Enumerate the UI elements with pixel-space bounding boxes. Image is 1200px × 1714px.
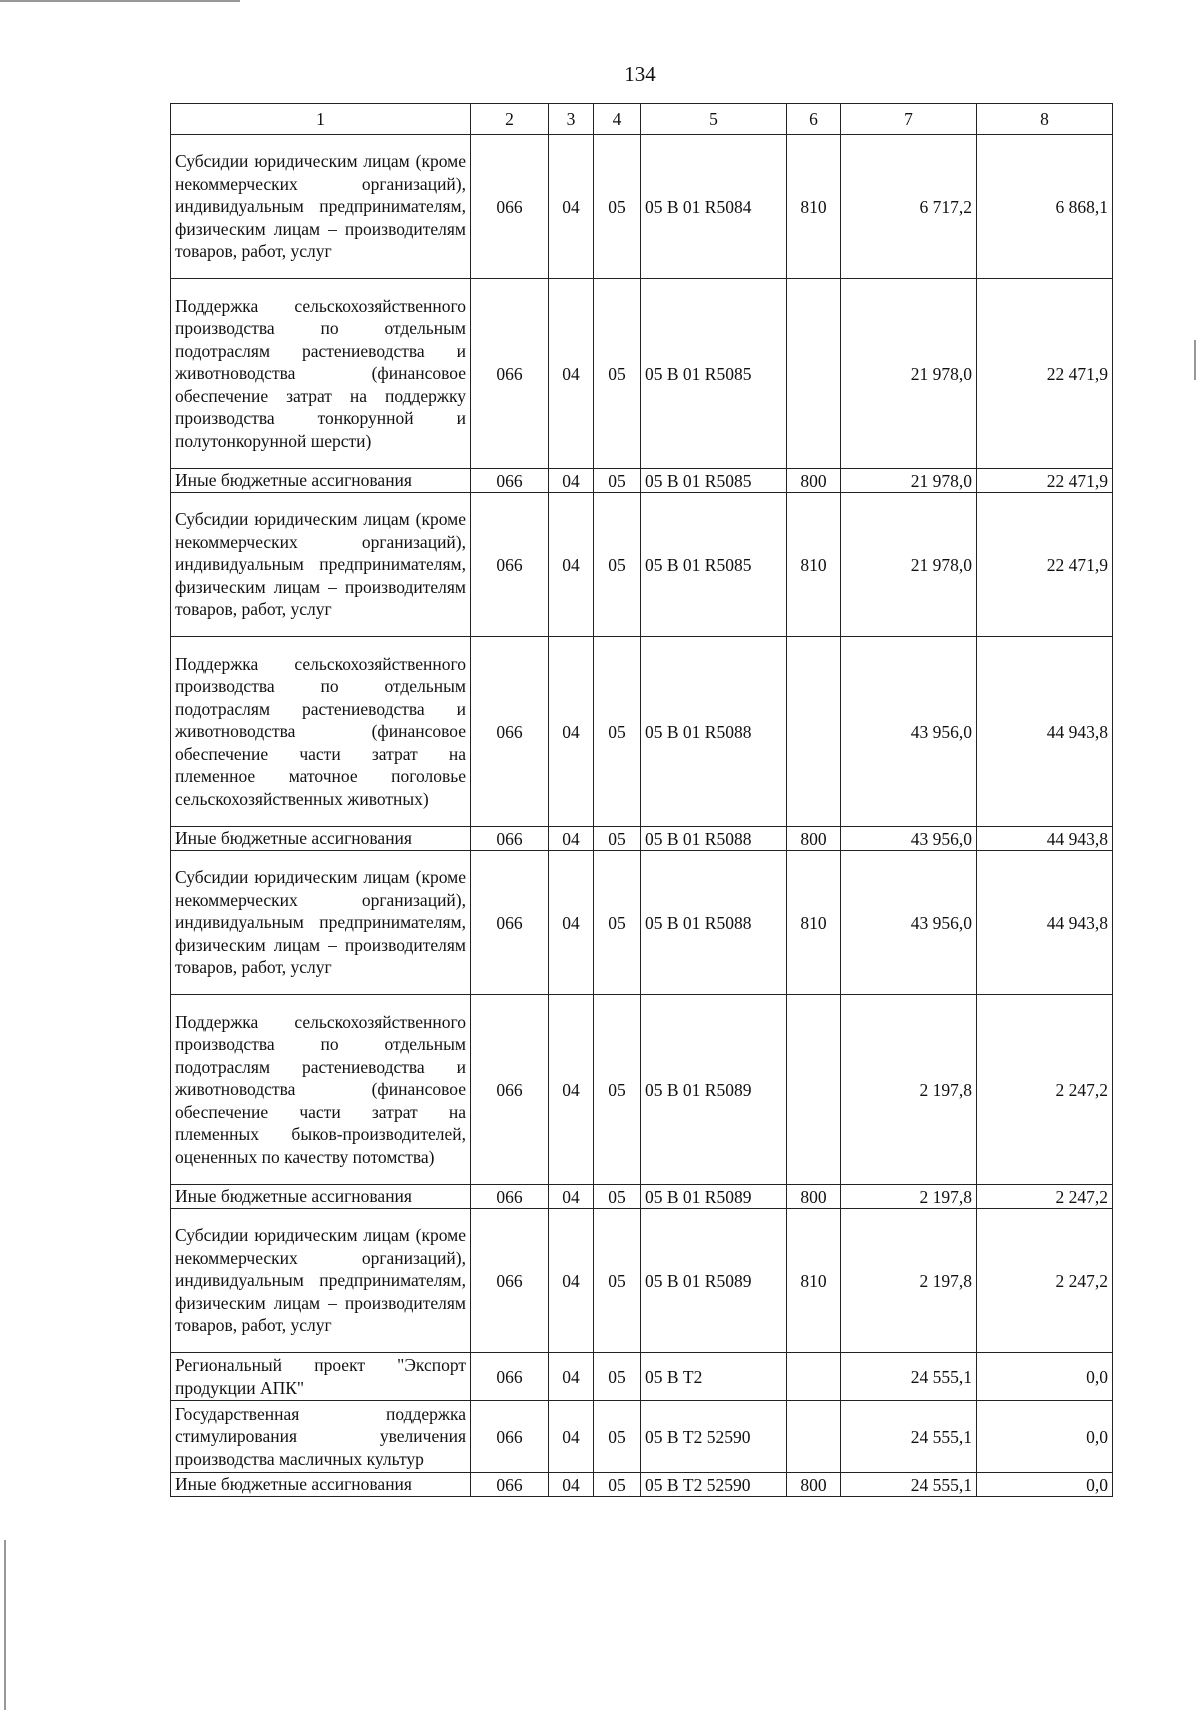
- expense-type-cell: [787, 1401, 841, 1473]
- expense-type-cell: 800: [787, 827, 841, 851]
- row-name-cell: Иные бюджетные ассигнования: [171, 469, 471, 493]
- section-code-cell: 04: [549, 637, 594, 827]
- column-header: 6: [787, 104, 841, 135]
- target-article-cell: 05 В 01 R5085: [641, 469, 787, 493]
- table-row: [171, 637, 1113, 827]
- target-article-cell: 05 В 01 R5089: [641, 1185, 787, 1209]
- target-article-cell: 05 В 01 R5088: [641, 851, 787, 995]
- section-code-cell: 04: [549, 279, 594, 469]
- table-row: [171, 135, 1113, 279]
- row-name-cell: Иные бюджетные ассигнования: [171, 1473, 471, 1497]
- scan-artifact: [0, 0, 240, 2]
- amount-year2-cell: 6 868,1: [977, 135, 1113, 279]
- subsection-code-cell: 05: [594, 135, 641, 279]
- row-name-cell: Государственная поддержка стимулирования увеличения производства масличных культур: [171, 1401, 471, 1473]
- amount-year1-cell: 43 956,0: [841, 851, 977, 995]
- amount-year1-cell: 43 956,0: [841, 827, 977, 851]
- admin-code-cell: 066: [471, 995, 549, 1185]
- expense-type-cell: [787, 279, 841, 469]
- table-row: [171, 1185, 1113, 1209]
- admin-code-cell: 066: [471, 1473, 549, 1497]
- row-name-cell: Региональный проект "Экспорт продукции АПК": [171, 1353, 471, 1401]
- subsection-code-cell: 05: [594, 827, 641, 851]
- admin-code-cell: 066: [471, 1401, 549, 1473]
- row-name-cell: Поддержка сельскохозяйственного производства по отдельным подотраслям растениеводства и животноводства (финансовое обеспечение части затрат на племенных быков-производителей, оцененных по качеству потомства): [171, 995, 471, 1185]
- budget-table: [170, 103, 1113, 1497]
- admin-code-cell: 066: [471, 851, 549, 995]
- expense-type-cell: [787, 995, 841, 1185]
- header-row: [171, 104, 1113, 135]
- section-code-cell: 04: [549, 1401, 594, 1473]
- amount-year2-cell: 44 943,8: [977, 637, 1113, 827]
- expense-type-cell: 810: [787, 135, 841, 279]
- amount-year2-cell: 44 943,8: [977, 851, 1113, 995]
- table-row: [171, 1209, 1113, 1353]
- target-article-cell: 05 В 01 R5089: [641, 1209, 787, 1353]
- column-header: 8: [977, 104, 1113, 135]
- admin-code-cell: 066: [471, 1353, 549, 1401]
- row-name-cell: Субсидии юридическим лицам (кроме некоммерческих организаций), индивидуальным предпринимателям, физическим лицам – производителям товаров, работ, услуг: [171, 1209, 471, 1353]
- amount-year2-cell: 44 943,8: [977, 827, 1113, 851]
- table-row: [171, 279, 1113, 469]
- admin-code-cell: 066: [471, 827, 549, 851]
- section-code-cell: 04: [549, 1473, 594, 1497]
- table-row: [171, 851, 1113, 995]
- subsection-code-cell: 05: [594, 1209, 641, 1353]
- expense-type-cell: 810: [787, 851, 841, 995]
- table-row: [171, 1473, 1113, 1497]
- target-article-cell: 05 В 01 R5088: [641, 827, 787, 851]
- expense-type-cell: [787, 637, 841, 827]
- table-row: [171, 1401, 1113, 1473]
- subsection-code-cell: 05: [594, 851, 641, 995]
- amount-year2-cell: 22 471,9: [977, 493, 1113, 637]
- expense-type-cell: 810: [787, 1209, 841, 1353]
- amount-year1-cell: 21 978,0: [841, 279, 977, 469]
- amount-year2-cell: 2 247,2: [977, 995, 1113, 1185]
- amount-year1-cell: 2 197,8: [841, 1209, 977, 1353]
- section-code-cell: 04: [549, 135, 594, 279]
- amount-year2-cell: 2 247,2: [977, 1209, 1113, 1353]
- expense-type-cell: 800: [787, 1473, 841, 1497]
- expense-type-cell: [787, 1353, 841, 1401]
- target-article-cell: 05 В Т2 52590: [641, 1473, 787, 1497]
- subsection-code-cell: 05: [594, 637, 641, 827]
- table-row: [171, 1353, 1113, 1401]
- amount-year1-cell: 21 978,0: [841, 469, 977, 493]
- subsection-code-cell: 05: [594, 1473, 641, 1497]
- subsection-code-cell: 05: [594, 493, 641, 637]
- section-code-cell: 04: [549, 851, 594, 995]
- expense-type-cell: 800: [787, 1185, 841, 1209]
- target-article-cell: 05 В 01 R5084: [641, 135, 787, 279]
- amount-year1-cell: 21 978,0: [841, 493, 977, 637]
- amount-year2-cell: 22 471,9: [977, 279, 1113, 469]
- admin-code-cell: 066: [471, 1185, 549, 1209]
- scan-artifact: [1194, 340, 1196, 380]
- section-code-cell: 04: [549, 995, 594, 1185]
- amount-year1-cell: 24 555,1: [841, 1353, 977, 1401]
- row-name-cell: Иные бюджетные ассигнования: [171, 1185, 471, 1209]
- row-name-cell: Субсидии юридическим лицам (кроме некоммерческих организаций), индивидуальным предпринимателям, физическим лицам – производителям товаров, работ, услуг: [171, 851, 471, 995]
- row-name-cell: Субсидии юридическим лицам (кроме некоммерческих организаций), индивидуальным предпринимателям, физическим лицам – производителям товаров, работ, услуг: [171, 493, 471, 637]
- subsection-code-cell: 05: [594, 469, 641, 493]
- column-header: 3: [549, 104, 594, 135]
- admin-code-cell: 066: [471, 493, 549, 637]
- amount-year1-cell: 24 555,1: [841, 1473, 977, 1497]
- row-name-cell: Иные бюджетные ассигнования: [171, 827, 471, 851]
- section-code-cell: 04: [549, 827, 594, 851]
- admin-code-cell: 066: [471, 1209, 549, 1353]
- target-article-cell: 05 В 01 R5088: [641, 637, 787, 827]
- subsection-code-cell: 05: [594, 1185, 641, 1209]
- column-header: 7: [841, 104, 977, 135]
- expense-type-cell: 810: [787, 493, 841, 637]
- section-code-cell: 04: [549, 1209, 594, 1353]
- amount-year2-cell: 0,0: [977, 1401, 1113, 1473]
- table-row: [171, 493, 1113, 637]
- table-row: [171, 995, 1113, 1185]
- admin-code-cell: 066: [471, 135, 549, 279]
- amount-year2-cell: 2 247,2: [977, 1185, 1113, 1209]
- column-header: 4: [594, 104, 641, 135]
- admin-code-cell: 066: [471, 279, 549, 469]
- row-name-cell: Поддержка сельскохозяйственного производства по отдельным подотраслям растениеводства и животноводства (финансовое обеспечение части затрат на племенное маточное поголовье сельскохозяйственных животных): [171, 637, 471, 827]
- expense-type-cell: 800: [787, 469, 841, 493]
- table-row: [171, 469, 1113, 493]
- amount-year1-cell: 24 555,1: [841, 1401, 977, 1473]
- target-article-cell: 05 В 01 R5089: [641, 995, 787, 1185]
- amount-year1-cell: 2 197,8: [841, 995, 977, 1185]
- target-article-cell: 05 В Т2: [641, 1353, 787, 1401]
- amount-year1-cell: 43 956,0: [841, 637, 977, 827]
- amount-year2-cell: 22 471,9: [977, 469, 1113, 493]
- target-article-cell: 05 В 01 R5085: [641, 493, 787, 637]
- subsection-code-cell: 05: [594, 1353, 641, 1401]
- scan-artifact: [4, 1540, 6, 1710]
- target-article-cell: 05 В 01 R5085: [641, 279, 787, 469]
- section-code-cell: 04: [549, 1185, 594, 1209]
- subsection-code-cell: 05: [594, 995, 641, 1185]
- target-article-cell: 05 В Т2 52590: [641, 1401, 787, 1473]
- subsection-code-cell: 05: [594, 279, 641, 469]
- section-code-cell: 04: [549, 1353, 594, 1401]
- admin-code-cell: 066: [471, 637, 549, 827]
- row-name-cell: Субсидии юридическим лицам (кроме некоммерческих организаций), индивидуальным предпринимателям, физическим лицам – производителям товаров, работ, услуг: [171, 135, 471, 279]
- column-header: 5: [641, 104, 787, 135]
- column-header: 1: [171, 104, 471, 135]
- subsection-code-cell: 05: [594, 1401, 641, 1473]
- admin-code-cell: 066: [471, 469, 549, 493]
- section-code-cell: 04: [549, 493, 594, 637]
- section-code-cell: 04: [549, 469, 594, 493]
- amount-year2-cell: 0,0: [977, 1473, 1113, 1497]
- page-number: 134: [624, 62, 656, 86]
- column-header: 2: [471, 104, 549, 135]
- table-row: [171, 827, 1113, 851]
- amount-year2-cell: 0,0: [977, 1353, 1113, 1401]
- row-name-cell: Поддержка сельскохозяйственного производства по отдельным подотраслям растениеводства и животноводства (финансовое обеспечение затрат на поддержку производства тонкорунной и полутонкорунной шерсти): [171, 279, 471, 469]
- amount-year1-cell: 6 717,2: [841, 135, 977, 279]
- amount-year1-cell: 2 197,8: [841, 1185, 977, 1209]
